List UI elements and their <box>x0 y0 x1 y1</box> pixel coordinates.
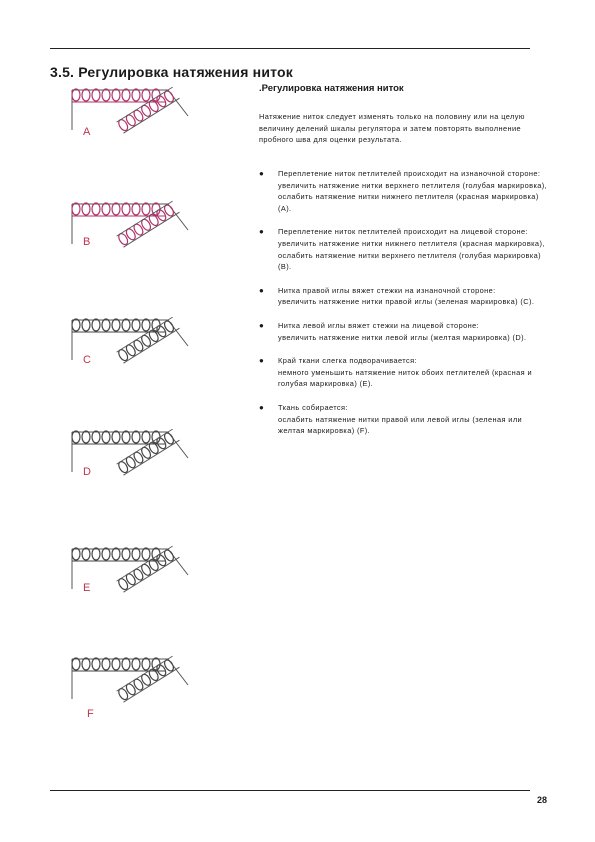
list-item <box>259 168 549 214</box>
figure-a <box>70 86 195 181</box>
bullet-action: увеличить натяжение нитки нижнего петлителя (красная маркировка), ослабить натяжение нитки верхнего петлителя (голубая маркировка) (B). <box>278 238 545 272</box>
stitch-loop <box>132 678 144 692</box>
stitch-loop <box>102 319 110 331</box>
stitch-loop <box>72 89 80 101</box>
stitch-loop <box>155 436 167 450</box>
figure-e <box>70 545 195 640</box>
figure-f <box>70 655 195 750</box>
stitch-loop <box>147 558 159 572</box>
stitch-loop <box>142 658 150 670</box>
stitch-loop <box>112 658 120 670</box>
stitch-loop <box>112 203 120 215</box>
bullet-action: увеличить натяжение нитки левой иглы (желтая маркировка) (D). <box>278 332 527 342</box>
instruction-list <box>259 168 549 437</box>
stitch-loop <box>132 658 140 670</box>
page-number: 28 <box>536 795 547 805</box>
folded-stitch-group <box>117 656 180 702</box>
stitch-loop <box>155 553 167 567</box>
stitch-loop <box>142 548 150 560</box>
stitch-loop <box>122 89 130 101</box>
stitch-loop <box>122 319 130 331</box>
stitch-loop <box>122 548 130 560</box>
bullet-lead: Край ткани слегка подворачивается: <box>278 356 417 366</box>
stitch-loop <box>112 431 120 443</box>
folded-stitch-group <box>117 546 180 592</box>
figure-label-e: E <box>83 582 91 594</box>
figure-label-c: C <box>83 354 91 366</box>
stitch-loop <box>102 548 110 560</box>
bullet-lead: Переплетение ниток петлителей происходит на лицевой стороне: <box>278 227 528 237</box>
folded-stitch-group <box>117 429 180 475</box>
stitch-loop <box>92 89 100 101</box>
stitch-loop <box>122 203 130 215</box>
bullet-icon: ● <box>259 285 265 295</box>
sub-title: .Регулировка натяжения ниток <box>259 83 404 94</box>
stitch-loop <box>92 548 100 560</box>
stitch-loop <box>82 89 90 101</box>
stitch-loop <box>125 113 137 127</box>
stitch-loop <box>132 109 144 123</box>
figure-label-a: A <box>83 126 91 138</box>
stitch-loop <box>140 563 152 577</box>
stitch-loop <box>147 441 159 455</box>
stitch-loop <box>147 213 159 227</box>
stitch-loop <box>125 455 137 469</box>
bullet-lead: Ткань собирается: <box>278 402 348 412</box>
bullet-icon: ● <box>259 227 265 237</box>
stitch-loop <box>140 334 152 348</box>
stitch-loop <box>125 682 137 696</box>
stitch-loop <box>163 548 175 562</box>
list-item <box>259 226 549 272</box>
fabric-edge <box>117 429 173 464</box>
stitch-loop <box>92 203 100 215</box>
stitch-loop <box>112 319 120 331</box>
bullet-action: увеличить натяжение нитки правой иглы (зеленая маркировка) (C). <box>278 297 535 307</box>
stitch-loop <box>72 319 80 331</box>
stitch-loop <box>125 343 137 357</box>
list-item <box>259 285 549 308</box>
fabric-edge <box>117 546 173 581</box>
stitch-loop <box>142 89 150 101</box>
stitch-loop <box>132 223 144 237</box>
list-item <box>259 402 549 437</box>
top-rule <box>50 48 530 49</box>
bullet-lead: Переплетение ниток петлителей происходит на изнаночной стороне: <box>278 169 541 178</box>
stitch-loop <box>147 668 159 682</box>
stitch-loop <box>155 94 167 108</box>
stitch-loop <box>102 89 110 101</box>
figure-label-f: F <box>87 708 94 720</box>
folded-stitch-group <box>117 87 180 133</box>
fabric-edge <box>117 87 173 122</box>
figure-label-d: D <box>83 466 91 478</box>
stitch-loop <box>140 673 152 687</box>
stitch-loop <box>72 203 80 215</box>
stitch-loop <box>132 319 140 331</box>
stitch-loop <box>102 658 110 670</box>
fabric-edge <box>117 201 173 236</box>
stitch-loop <box>82 203 90 215</box>
folded-stitch-group <box>117 201 180 247</box>
bullet-lead: Нитка левой иглы вяжет стежки на лицевой стороне: <box>278 320 480 330</box>
stitch-loop <box>122 658 130 670</box>
stitch-loop <box>117 687 129 701</box>
stitch-loop <box>132 568 144 582</box>
stitch-loop <box>140 218 152 232</box>
stitch-loop <box>132 203 140 215</box>
stitch-loop <box>102 203 110 215</box>
stitch-loop <box>72 548 80 560</box>
stitch-loop <box>163 89 175 103</box>
stitch-loop <box>132 339 144 353</box>
stitch-loop <box>132 451 144 465</box>
figure-b <box>70 200 195 295</box>
stitch-loop <box>125 227 137 241</box>
stitch-loop <box>92 319 100 331</box>
figure-label-b: B <box>83 236 91 248</box>
bullet-action: ослабить натяжение нитки правой или левой иглы (зеленая или желтая маркировка) (F). <box>278 414 523 436</box>
stitch-loop <box>102 431 110 443</box>
bullet-icon: ● <box>259 356 265 366</box>
stitch-loop <box>163 319 175 333</box>
stitch-loop <box>117 577 129 591</box>
stitch-loop <box>147 329 159 343</box>
stitch-loop <box>155 324 167 338</box>
stitch-loop <box>142 319 150 331</box>
stitch-loop <box>92 658 100 670</box>
stitch-loop <box>82 319 90 331</box>
stitch-illustration-f <box>70 655 195 750</box>
stitch-loop <box>163 203 175 217</box>
stitch-loop <box>92 431 100 443</box>
stitch-loop <box>125 572 137 586</box>
stitch-loop <box>132 89 140 101</box>
stitch-loop <box>112 89 120 101</box>
stitch-loop <box>142 203 150 215</box>
stitch-loop <box>82 548 90 560</box>
stitch-loop <box>122 431 130 443</box>
bullet-lead: Нитка правой иглы вяжет стежки на изнаночной стороне: <box>278 285 496 295</box>
stitch-loop <box>117 460 129 474</box>
stitch-loop <box>82 431 90 443</box>
stitch-loop <box>140 446 152 460</box>
figure-c <box>70 316 195 411</box>
bullet-icon: ● <box>259 169 265 178</box>
stitch-loop <box>132 548 140 560</box>
bullet-action: немного уменьшить натяжение ниток обоих петлителей (красная и голубая маркировка) (E). <box>278 367 533 389</box>
stitch-loop <box>117 232 129 246</box>
fabric-edge <box>117 656 173 691</box>
stitch-loop <box>117 118 129 132</box>
list-item <box>259 320 549 343</box>
stitch-loop <box>72 658 80 670</box>
figure-d <box>70 428 195 523</box>
stitch-loop <box>155 663 167 677</box>
bullet-icon: ● <box>259 402 265 412</box>
stitch-loop <box>117 348 129 362</box>
stitch-loop <box>72 431 80 443</box>
bullet-action: увеличить натяжение нитки верхнего петлителя (голубая маркировка), ослабить натяжение нитки нижнего петлителя (красная маркировка) (A). <box>278 180 548 213</box>
stitch-loop <box>112 548 120 560</box>
folded-stitch-group <box>117 317 180 363</box>
stitch-loop <box>140 104 152 118</box>
list-item <box>259 355 549 390</box>
intro-paragraph: Натяжение ниток следует изменять только на половину или на целую величину делений шкалы регулятора и затем повторять выполнение пробного шва для оценки результата. <box>259 112 525 145</box>
bottom-rule <box>50 790 530 791</box>
section-title: 3.5. Регулировка натяжения ниток <box>50 64 293 80</box>
stitch-loop <box>147 99 159 113</box>
stitch-loop <box>155 208 167 222</box>
stitch-loop <box>132 431 140 443</box>
stitch-loop <box>142 431 150 443</box>
stitch-loop <box>163 658 175 672</box>
stitch-loop <box>163 431 175 445</box>
bullet-icon: ● <box>259 320 265 330</box>
stitch-loop <box>82 658 90 670</box>
fabric-edge <box>117 317 173 352</box>
